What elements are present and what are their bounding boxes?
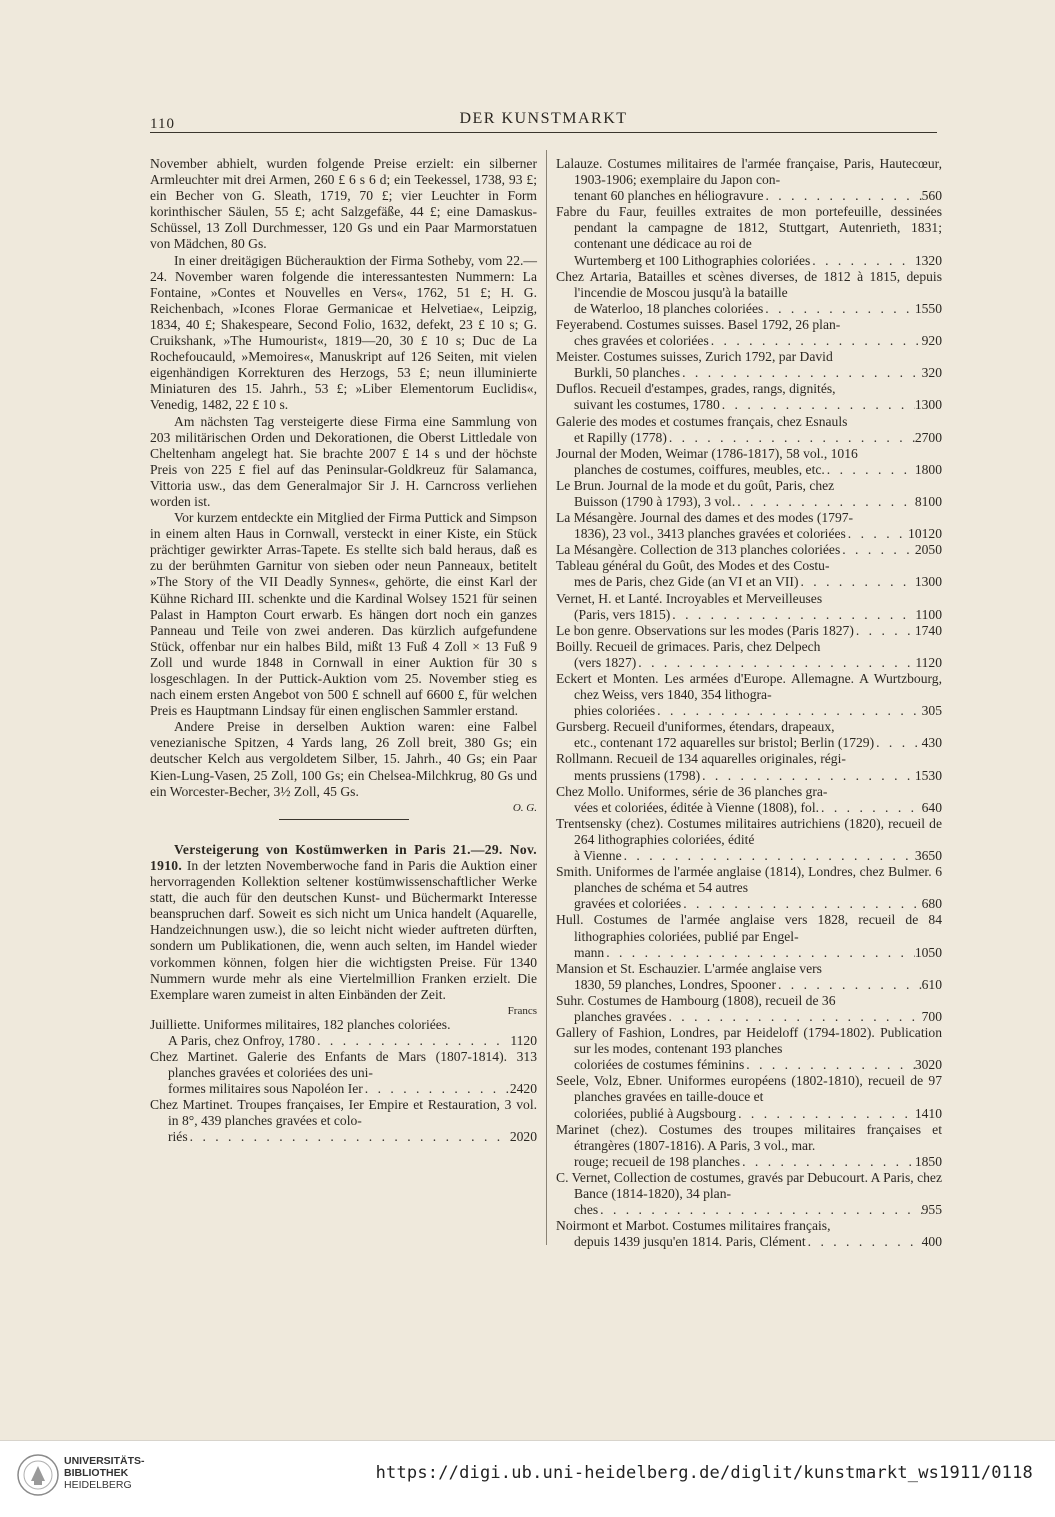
- entry-tail: (Paris, vers 1815): [574, 606, 671, 622]
- entry-description: Gallery of Fashion, Londres, par Heideloff (1794-1802). Publication sur les modes, contenant 193 planches: [556, 1025, 942, 1057]
- price-entry: [556, 446, 942, 478]
- entry-last-line: [574, 430, 942, 446]
- entry-price: 1300: [914, 574, 942, 590]
- entry-tail: vées et coloriées, éditée à Vienne (1808), fol.: [574, 799, 820, 815]
- leader-dots: [763, 188, 921, 204]
- column-divider: [546, 150, 547, 1245]
- section-text: In der letzten Novemberwoche fand in Paris die Auktion einer hervorragenden Kollektion seltener kostümwissenschaftlicher Werke statt, die auch für den deutschen Kunst- und Büchermarkt Interesse beanspruchen darf. Soweit es sich nicht um Unica handelt (Aquarelle, Handzeichnungen usw.), die so leicht nicht wieder auftreten dürften, sondern um Publikationen, die, wenn auch selten, im Handel wieder vorkommen können, folgen hier die wichtigsten Preise. Für 1340 Nummern wurde mehr als eine Viertelmillion Franken erzielt. Die Exemplare waren zumeist in alten Einbänden der Zeit.: [150, 857, 537, 1002]
- entry-price: 610: [921, 976, 942, 992]
- entry-description: Hull. Costumes de l'armée anglaise vers 1828, recueil de 84 lithographies coloriées, publié par Engel-: [556, 912, 942, 944]
- entry-description: Lalauze. Costumes militaires de l'armée française, Paris, Hautecœur, 1903-1906; exemplaire du Japon con-: [556, 156, 942, 188]
- francs-label: Francs: [507, 1004, 537, 1017]
- price-entry: [556, 1073, 942, 1121]
- price-entry: [556, 510, 942, 542]
- library-line: HEIDELBERG: [64, 1479, 132, 1491]
- leader-dots: [666, 1009, 921, 1025]
- entry-description: Le Brun. Journal de la mode et du goût, Paris, chez: [556, 477, 835, 493]
- entry-description: Feyerabend. Costumes suisses. Basel 1792, 26 plan-: [556, 316, 841, 332]
- entry-price: 680: [921, 896, 942, 912]
- leader-dots: [810, 253, 915, 269]
- entry-last-line: [574, 462, 942, 478]
- paragraph: Andere Preise in derselben Auktion waren: eine Falbel venezianische Spitzen, 4 Yards lang, 26 Zoll breit, 380 Gs; ein deutscher Kelch aus vergoldetem Silber, 15. Jahrh., 40 Gs; ein Paar Kien-Lung-Vasen, 25 Zoll, 100 Gs; ein Chelsea-Milchkrug, 80 Gs und ein Worcester-Becher, 3½ Zoll, 45 Gs.: [150, 719, 537, 799]
- price-entry: [556, 156, 942, 204]
- section-title: Versteigerung von Kostümwerken in Paris 21.—29. Nov. 1910.: [150, 841, 537, 873]
- price-entry: [556, 414, 942, 446]
- entry-price: 1530: [914, 767, 942, 783]
- entry-tail: Burkli, 50 planches: [574, 365, 681, 381]
- price-entry: [556, 639, 942, 671]
- entry-tail: mann: [574, 944, 605, 960]
- entry-tail: A Paris, chez Onfroy, 1780: [168, 1032, 316, 1048]
- entry-description: Mansion et St. Eschauzier. L'armée anglaise vers: [556, 960, 822, 976]
- entry-last-line: [574, 655, 942, 671]
- entry-last-line: [574, 1106, 942, 1122]
- entry-tail: tenant 60 planches en héliogravure: [574, 188, 764, 204]
- entry-last-line: [574, 397, 942, 413]
- entry-last-line: [574, 526, 942, 542]
- header-rule: [150, 132, 937, 133]
- leader-dots: [709, 333, 922, 349]
- entry-price: 700: [921, 1008, 942, 1024]
- price-entry: [556, 317, 942, 349]
- leader-dots: [846, 526, 908, 542]
- price-entry: [556, 542, 942, 558]
- price-entry: [150, 1017, 537, 1049]
- entry-price: 560: [921, 188, 942, 204]
- leader-dots: [819, 800, 922, 816]
- entry-last-line: [574, 1202, 942, 1218]
- entry-price: 305: [921, 703, 942, 719]
- price-entry: [556, 269, 942, 317]
- leader-dots: [315, 1033, 510, 1049]
- entry-price: 2700: [914, 429, 942, 445]
- entry-description: C. Vernet, Collection de costumes, gravés par Debucourt. A Paris, chez Bance (1814-1820), 34 plan-: [556, 1169, 942, 1201]
- entry-price: 2420: [509, 1081, 537, 1097]
- entry-tail: planches gravées: [574, 1008, 667, 1024]
- entry-last-line: [574, 768, 942, 784]
- entry-tail: phies coloriées: [574, 703, 656, 719]
- entry-last-line: [574, 848, 942, 864]
- entry-description: Meister. Costumes suisses, Zurich 1792, par David: [556, 349, 833, 365]
- leader-dots: [670, 607, 915, 623]
- entry-tail: de Waterloo, 18 planches coloriées: [574, 300, 764, 316]
- leader-dots: [744, 1057, 915, 1073]
- left-price-list: [150, 1017, 537, 1146]
- leader-dots: [736, 1106, 915, 1122]
- entry-price: 1050: [914, 944, 942, 960]
- library-line: BIBLIOTHEK: [64, 1467, 129, 1479]
- entry-price: 1550: [914, 300, 942, 316]
- leader-dots: [622, 848, 915, 864]
- entry-price: 3020: [914, 1057, 942, 1073]
- entry-description: Suhr. Costumes de Hambourg (1808), recueil de 36: [556, 992, 836, 1008]
- entry-tail: Le bon genre. Observations sur les modes (Paris 1827): [556, 622, 854, 638]
- entry-price: 640: [921, 799, 942, 815]
- price-entry: [556, 1218, 942, 1250]
- entry-last-line: [574, 977, 942, 993]
- leader-dots: [655, 703, 921, 719]
- entry-last-line: [574, 896, 942, 912]
- permalink-url[interactable]: https://digi.ub.uni-heidelberg.de/diglit/kunstmarkt_ws1911/0118: [375, 1463, 1033, 1483]
- entry-last-line: [168, 1033, 537, 1049]
- entry-description: Fabre du Faur, feuilles extraites de mon portefeuille, dessinées pendant la campagne de 1812, Stuttgart, Autenrieth, 1831; contenant une dédicace au roi de: [556, 204, 942, 252]
- library-line: UNIVERSITÄTS-: [64, 1455, 145, 1467]
- entry-description: Galerie des modes et costumes français, chez Esnauls: [556, 413, 848, 429]
- entry-tail: ches gravées et coloriées: [574, 333, 709, 349]
- entry-last-line: [574, 365, 942, 381]
- leader-dots: [740, 1154, 915, 1170]
- entry-tail: à Vienne: [574, 848, 622, 864]
- entry-price: 1120: [915, 654, 942, 670]
- paragraph: In einer dreitägigen Bücherauktion der Firma Sotheby, vom 22.—24. November waren folgende die interessantesten Nummern: La Fontaine, »Contes et Nouvelles en Vers«, 1762, 51 £; H. G. Reichenbach, »Icones Florae Germanicae et Helvetiae«, Leipzig, 1834, 40 £; Shakespeare, Second Folio, 1632, defekt, 23 £ 10 s; G. Cruikshank, »The Humourist«, 1819—20, 30 £ 10 s; Duc de La Rochefoucauld, »Memoires«, Manuskript auf 126 Seiten, mit vielen eigenhändigen Korrekturen des Herzogs, 53 £; neun illuminierte Miniaturen des 15. Jahrh., 53 £; »Liber Elementorum Euclidis«, Venedig, 1482, 22 £ 10 s.: [150, 252, 537, 413]
- entry-price: 955: [921, 1202, 942, 1218]
- library-name: [64, 1455, 145, 1491]
- entry-price: 3650: [914, 848, 942, 864]
- leader-dots: [825, 462, 915, 478]
- paragraph: November abhielt, wurden folgende Preise erzielt: ein silberner Armleuchter mit drei Armen, 260 £ 6 s 6 d; ein Teekessel, 1738, 93 £; ein Becher von G. Sleath, 1719, 70 £; vier Leuchter in Form korinthischer Säulen, 55 £; acht Salzgefäße, 44 £; eine Damaskus-Schüssel, 13 Zoll Durchmesser, 120 Gs und ein Paar Marmorstatuen von Mädchen, 80 Gs.: [150, 156, 537, 252]
- paragraph: Vor kurzem entdeckte ein Mitglied der Firma Puttick and Simpson in einem alten Haus in Cornwall, versteckt in einer Kiste, ein Stück prächtiger gewirkter Arras-Tapete. Es stellte sich bald heraus, daß es zu der berühmten Garnitur von sieben oder neun Panneaux, betitelt »The Story of the VII Deadly Synnes«, gehörte, die einst Karl der Kühne Richard III. schenkte und die Kardinal Wolsey 1521 für seinen Palast in Hampton Court erwarb. Es hängen dort noch ein ganzes Panneau und Teile von zwei anderen. Das kürzlich aufgefundene Stück, offenbar nur ein halbes Bild, mißt 13 Fuß 4 Zoll × 13 Fuß 9 Zoll und wurde 1848 in Cornwall in einer Auktion für 30 s losgeschlagen. In der Puttick-Auktion vom 25. November stieg es nach einem ersten Angebot von 500 £ schnell auf 6600 £, für welchen Preis es Hauptmann Lindsay für einen englischen Sammler erstand.: [150, 510, 537, 719]
- leader-dots: [604, 945, 915, 961]
- entry-last-line: [556, 542, 942, 558]
- entry-price: 1800: [914, 461, 942, 477]
- entry-tail: Buisson (1790 à 1793), 3 vol.: [574, 493, 736, 509]
- leader-dots: [188, 1129, 510, 1145]
- leader-dots: [598, 1202, 921, 1218]
- entry-description: Vernet, H. et Lanté. Incroyables et Merveilleuses: [556, 590, 823, 606]
- entry-tail: rouge; recueil de 198 planches: [574, 1153, 741, 1169]
- entry-tail: 1830, 59 planches, Londres, Spooner: [574, 976, 776, 992]
- entry-last-line: [574, 301, 942, 317]
- leader-dots: [854, 623, 915, 639]
- entry-description: Chez Martinet. Troupes françaises, Ier Empire et Restauration, 3 vol. in 8°, 439 planches gravées et colo-: [150, 1097, 537, 1129]
- leader-dots: [681, 896, 921, 912]
- entry-description: La Mésangère. Journal des dames et des modes (1797-: [556, 510, 854, 526]
- entry-tail: La Mésangère. Collection de 313 planches coloriées: [556, 542, 841, 558]
- entry-price: 2020: [509, 1129, 537, 1145]
- entry-description: Noirmont et Marbot. Costumes militaires français,: [556, 1218, 831, 1234]
- entry-tail: coloriées, publié à Augsbourg: [574, 1105, 737, 1121]
- price-entry: [150, 1097, 537, 1145]
- price-entry: [556, 816, 942, 864]
- entry-tail: planches de costumes, coiffures, meubles, etc.: [574, 461, 825, 477]
- viewer-footer: [0, 1440, 1055, 1517]
- price-entry: [556, 912, 942, 960]
- right-price-list: [556, 156, 942, 1250]
- entry-last-line: [574, 1057, 942, 1073]
- university-seal-icon: [14, 1451, 62, 1499]
- entry-last-line: [574, 1154, 942, 1170]
- leader-dots: [806, 1234, 922, 1250]
- entry-tail: formes militaires sous Napoléon Ier: [168, 1081, 363, 1097]
- entry-last-line: [574, 574, 942, 590]
- page-number: 110: [150, 116, 175, 132]
- entry-tail: riés: [168, 1129, 188, 1145]
- entry-price: 1850: [914, 1153, 942, 1169]
- entry-description: Journal der Moden, Weimar (1786-1817), 58 vol., 1016: [556, 445, 858, 461]
- entry-last-line: [574, 703, 942, 719]
- entry-tail: mes de Paris, chez Gide (an VI et an VII): [574, 574, 799, 590]
- entry-description: Chez Martinet. Galerie des Enfants de Mars (1807-1814). 313 planches gravées et coloriées des uni-: [150, 1048, 537, 1081]
- price-entry: [556, 864, 942, 912]
- entry-description: Gursberg. Recueil d'uniformes, étendars, drapeaux,: [556, 719, 835, 735]
- entry-price: 920: [921, 333, 942, 349]
- signature: O. G.: [512, 801, 537, 814]
- price-entry: [556, 204, 942, 268]
- entry-description: Duflos. Recueil d'estampes, grades, rangs, dignités,: [556, 381, 836, 397]
- price-entry: [556, 961, 942, 993]
- entry-tail: ments prussiens (1798): [574, 767, 701, 783]
- leader-dots: [667, 430, 915, 446]
- leader-dots: [874, 735, 921, 751]
- entry-description: Chez Artaria, Batailles et scènes diverses, de 1812 à 1815, depuis l'incendie de Moscou jusqu'à la bataille: [556, 268, 942, 300]
- entry-tail: coloriées de costumes féminins: [574, 1057, 745, 1073]
- entry-tail: 1836), 23 vol., 3413 planches gravées et coloriées: [574, 526, 846, 542]
- price-entry: [556, 1025, 942, 1073]
- entry-description: Juilliette. Uniformes militaires, 182 planches coloriées.: [150, 1016, 451, 1032]
- leader-dots: [840, 542, 915, 558]
- right-column: [556, 156, 942, 1250]
- entry-price: 400: [921, 1234, 942, 1250]
- price-entry: [556, 349, 942, 381]
- entry-last-line: [574, 1009, 942, 1025]
- entry-last-line: [168, 1081, 537, 1097]
- entry-last-line: [574, 253, 942, 269]
- entry-description: Chez Mollo. Uniformes, série de 36 planches gra-: [556, 783, 828, 799]
- entry-description: Trentsensky (chez). Costumes militaires autrichiens (1820), recueil de 264 lithographies coloriées, édité: [556, 815, 942, 847]
- entry-last-line: [168, 1129, 537, 1145]
- leader-dots: [798, 574, 914, 590]
- entry-description: Smith. Uniformes de l'armée anglaise (1814), Londres, chez Bulmer. 6 planches de schéma et 54 autres: [556, 864, 942, 896]
- entry-price: 1410: [914, 1105, 942, 1121]
- price-entry: [556, 1122, 942, 1170]
- entry-tail: gravées et coloriées: [574, 896, 682, 912]
- price-entry: [556, 478, 942, 510]
- entry-tail: ches: [574, 1202, 599, 1218]
- leader-dots: [680, 365, 922, 381]
- entry-last-line: [574, 1234, 942, 1250]
- leader-dots: [636, 655, 915, 671]
- entry-tail: Wurtemberg et 100 Lithographies coloriées: [574, 252, 811, 268]
- entry-description: Boilly. Recueil de grimaces. Paris, chez Delpech: [556, 638, 821, 654]
- section-separator: [279, 819, 409, 820]
- price-entry: [556, 1170, 942, 1218]
- price-entry: [556, 671, 942, 719]
- entry-last-line: [556, 623, 942, 639]
- entry-tail: et Rapilly (1778): [574, 429, 667, 445]
- leader-dots: [720, 397, 915, 413]
- entry-last-line: [574, 735, 942, 751]
- price-entry: [556, 993, 942, 1025]
- entry-price: 2050: [914, 542, 942, 558]
- entry-last-line: [574, 494, 942, 510]
- entry-last-line: [574, 188, 942, 204]
- entry-tail: suivant les costumes, 1780: [574, 397, 720, 413]
- price-entry: [150, 1049, 537, 1097]
- entry-price: 1100: [915, 606, 942, 622]
- leader-dots: [363, 1081, 510, 1097]
- entry-description: Tableau général du Goût, des Modes et des Costu-: [556, 558, 830, 574]
- price-entry: [556, 591, 942, 623]
- entry-last-line: [574, 333, 942, 349]
- leader-dots: [763, 301, 915, 317]
- entry-description: Rollmann. Recueil de 134 aquarelles originales, régi-: [556, 751, 846, 767]
- price-entry: [556, 751, 942, 783]
- entry-price: 10120: [908, 526, 942, 542]
- running-title: DER KUNSTMARKT: [459, 110, 628, 127]
- entry-price: 1320: [914, 252, 942, 268]
- entry-price: 430: [921, 735, 942, 751]
- entry-description: Marinet (chez). Costumes des troupes militaires françaises et étrangères (1807-1816). A Paris, 3 vol., mar.: [556, 1121, 942, 1153]
- leader-dots: [735, 494, 915, 510]
- price-entry: [556, 558, 942, 590]
- entry-description: Eckert et Monten. Les armées d'Europe. Allemagne. A Wurtzbourg, chez Weiss, vers 1840, 354 lithogra-: [556, 671, 942, 703]
- entry-last-line: [574, 607, 942, 623]
- entry-price: 1300: [914, 397, 942, 413]
- running-head: [150, 110, 937, 134]
- entry-last-line: [574, 945, 942, 961]
- price-entry: [556, 623, 942, 639]
- entry-description: Seele, Volz, Ebner. Uniformes européens (1802-1810), recueil de 97 planches gravées en taille-douce et: [556, 1073, 942, 1105]
- entry-price: 1740: [914, 622, 942, 638]
- entry-tail: (vers 1827): [574, 654, 637, 670]
- entry-tail: depuis 1439 jusqu'en 1814. Paris, Clément: [574, 1234, 806, 1250]
- entry-price: 1120: [510, 1032, 537, 1048]
- entry-last-line: [574, 800, 942, 816]
- price-entry: [556, 719, 942, 751]
- leader-dots: [700, 768, 915, 784]
- entry-tail: etc., contenant 172 aquarelles sur bristol; Berlin (1729): [574, 735, 875, 751]
- left-column: [150, 156, 537, 1146]
- entry-price: 320: [921, 365, 942, 381]
- price-entry: [556, 784, 942, 816]
- leader-dots: [776, 977, 922, 993]
- entry-price: 8100: [914, 493, 942, 509]
- paragraph: Am nächsten Tag versteigerte diese Firma eine Sammlung von 203 militärischen Orden und Dekorationen, die Oberst Littledale von Cheltenham angelegt hat. Sie brachte 2007 £ 14 s und der höchste Preis von 225 £ fiel auf das Peninsular-Goldkreuz für Salamanca, Vittoria usw., das dem Generalmajor Sir J. H. Carncross verliehen worden ist.: [150, 413, 537, 509]
- section-paragraph: [150, 842, 537, 1003]
- price-entry: [556, 381, 942, 413]
